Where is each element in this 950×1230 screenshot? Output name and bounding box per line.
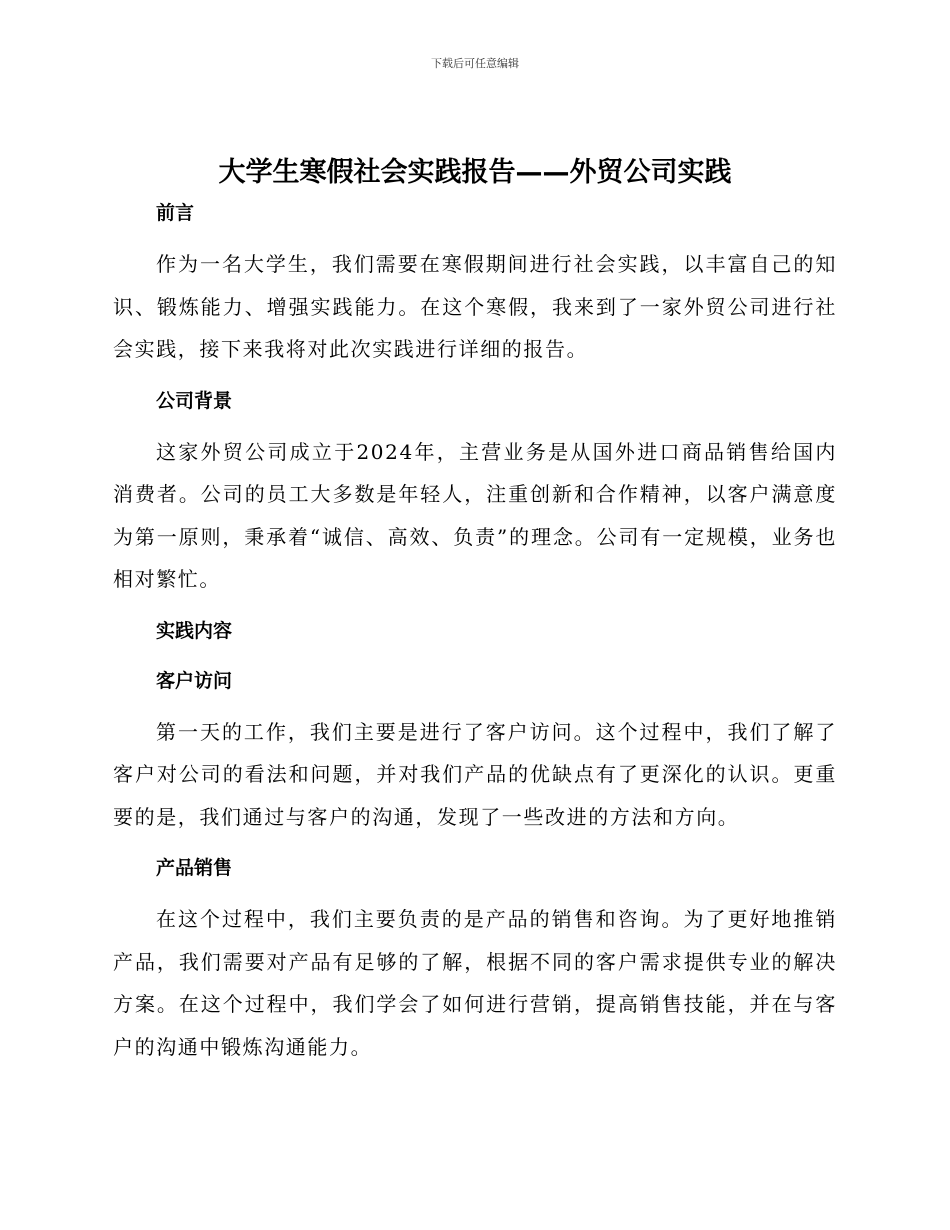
section-paragraph-company-background: 这家外贸公司成立于2024年，主营业务是从国外进口商品销售给国内消费者。公司的员工大多数是年轻人，注重创新和合作精神，以客户满意度为第一原则，秉承着“诚信、高效、负责”的理念。公司有一定规模，业务也相对繁忙。	[113, 439, 837, 591]
section-paragraph-preface: 作为一名大学生，我们需要在寒假期间进行社会实践，以丰富自己的知识、锻炼能力、增强实践能力。在这个寒假，我来到了一家外贸公司进行社会实践，接下来我将对此次实践进行详细的报告。	[113, 252, 837, 361]
section-paragraph-customer-visit: 第一天的工作，我们主要是进行了客户访问。这个过程中，我们了解了客户对公司的看法和问题，并对我们产品的优缺点有了更深化的认识。更重要的是，我们通过与客户的沟通，发现了一些改进的方法和方向。	[113, 719, 837, 829]
header-note: 下载后可任意编辑	[431, 57, 519, 70]
section-heading-preface: 前言	[156, 202, 195, 224]
section-heading-company-background: 公司背景	[156, 389, 233, 412]
document-body	[113, 193, 837, 1078]
section-paragraph-product-sales: 在这个过程中，我们主要负责的是产品的销售和咨询。为了更好地推销产品，我们需要对产品有足够的了解，根据不同的客户需求提供专业的解决方案。在这个过程中，我们学会了如何进行营销，提高销售技能，并在与客户的沟通中锻炼沟通能力。	[113, 907, 837, 1059]
section-heading-product-sales: 产品销售	[156, 857, 233, 879]
section-heading-customer-visit: 客户访问	[156, 669, 233, 692]
document-title: 大学生寒假社会实践报告——外贸公司实践	[218, 157, 732, 188]
section-heading-practice-content: 实践内容	[156, 619, 233, 642]
